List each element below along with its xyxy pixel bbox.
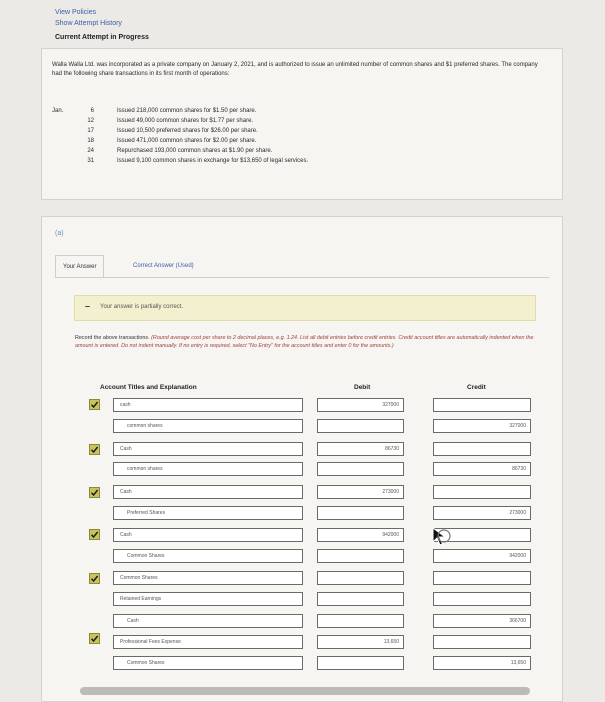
debit-input[interactable] [317,571,404,585]
problem-statement [41,48,563,200]
show-attempt-history-link[interactable]: Show Attempt History [55,20,122,27]
transaction-text: Issued 218,000 common shares for $1.50 per share. [117,108,257,114]
debit-column-header: Debit [354,384,371,391]
debit-input[interactable]: 273000 [317,485,404,499]
debit-input[interactable] [317,549,404,563]
checkmark-icon [89,573,100,584]
account-title-input[interactable]: Preferred Shares [113,506,303,520]
checkmark-icon [89,399,100,410]
partial-correct-notice [74,295,536,321]
account-title-input[interactable]: common shares [113,419,303,433]
account-title-input[interactable]: Cash [113,442,303,456]
transaction-day: 12 [87,118,94,124]
credit-input[interactable] [433,571,531,585]
instructions [75,334,537,350]
debit-input[interactable] [317,656,404,670]
transaction-text: Issued 471,000 common shares for $2.00 per share. [117,138,257,144]
transaction-row [52,146,472,156]
debit-input[interactable] [317,462,404,476]
account-title-input[interactable]: Common Shares [113,549,303,563]
account-title-input[interactable]: Retained Earnings [113,592,303,606]
debit-input[interactable]: 13,650 [317,635,404,649]
dash-icon: – [85,301,91,311]
tab-divider [55,277,549,278]
checkmark-icon [89,529,100,540]
debit-input[interactable]: 327000 [317,398,404,412]
transaction-day: 31 [87,158,94,164]
current-attempt-label: Current Attempt in Progress [55,34,149,41]
credit-input[interactable] [433,592,531,606]
credit-input[interactable] [433,442,531,456]
credit-input[interactable] [433,485,531,499]
part-a-panel [41,216,563,702]
debit-input[interactable] [317,614,404,628]
credit-input[interactable]: 273000 [433,506,531,520]
view-policies-link[interactable]: View Policies [55,9,97,16]
credit-input[interactable]: 86730 [433,462,531,476]
transaction-row [52,106,472,116]
debit-input[interactable]: 86730 [317,442,404,456]
account-title-input[interactable]: common shares [113,462,303,476]
tab-correct-answer[interactable]: Correct Answer (Used) [133,263,194,269]
account-title-input[interactable]: Cash [113,528,303,542]
instructions-italic: (Round average cost per share to 2 decimal places, e.g. 1.24. List all debit entries before credit entries. Credit account titles are automatically indented when the amount is entered. Do not indent manually. If no entry is required, select "No Entry" for the account titles and enter 0 for the amounts.) [75,335,534,349]
transaction-text: Issued 9,100 common shares in exchange for $13,650 of legal services. [117,158,309,164]
tab-your-answer[interactable]: Your Answer [55,255,104,278]
account-title-input[interactable]: Common Shares [113,656,303,670]
transaction-list [52,106,472,166]
transaction-day: 24 [87,148,94,154]
account-title-input[interactable]: Cash [113,614,303,628]
transaction-row [52,156,472,166]
transaction-month: Jan. [52,108,64,114]
account-title-input[interactable]: Common Shares [113,571,303,585]
transaction-text: Issued 10,500 preferred shares for $26.00 per share. [117,128,258,134]
account-title-input[interactable]: cash [113,398,303,412]
credit-column-header: Credit [467,384,486,391]
debit-input[interactable] [317,506,404,520]
account-title-input[interactable]: Cash [113,485,303,499]
credit-input[interactable]: 13,650 [433,656,531,670]
debit-input[interactable]: 942000 [317,528,404,542]
checkmark-icon [89,633,100,644]
instructions-plain: Record the above transactions. [75,335,152,341]
credit-input[interactable] [433,398,531,412]
checkmark-icon [89,444,100,455]
transaction-day: 6 [90,108,94,114]
debit-input[interactable] [317,419,404,433]
transaction-row [52,136,472,146]
credit-input[interactable] [433,635,531,649]
credit-input[interactable]: 366700 [433,614,531,628]
transaction-day: 18 [87,138,94,144]
transaction-text: Issued 49,000 common shares for $1.77 per share. [117,118,254,124]
credit-input[interactable]: 942000 [433,549,531,563]
top-links [55,7,149,43]
debit-input[interactable] [317,592,404,606]
transaction-row [52,126,472,136]
transaction-day: 17 [87,128,94,134]
transaction-text: Repurchased 193,000 common shares at $1.90 per share. [117,148,273,154]
transaction-row [52,116,472,126]
account-title-input[interactable]: Professional Fees Expense [113,635,303,649]
credit-input[interactable]: 327000 [433,419,531,433]
account-column-header: Account Titles and Explanation [100,384,197,391]
problem-intro: Walla Walla Ltd. was incorporated as a private company on January 2, 2021, and is authorized to issue an unlimited number of common shares and $1 preferred shares. The company had the following share transactions in its first month of operations: [52,62,538,77]
notice-text: Your answer is partially correct. [100,304,184,310]
part-a-label: (a) [55,230,64,237]
checkmark-icon [89,487,100,498]
pointer-cursor-icon [430,525,452,547]
horizontal-scrollbar[interactable] [80,687,530,695]
